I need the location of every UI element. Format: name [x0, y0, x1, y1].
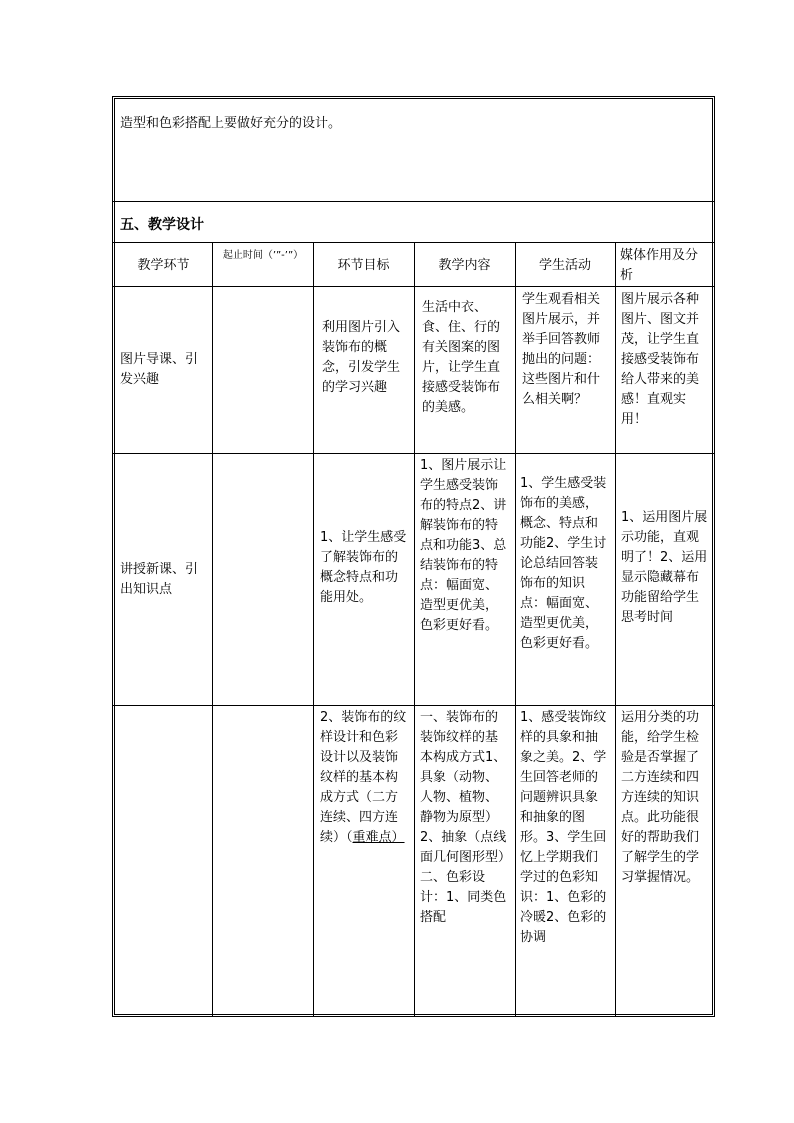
row2-student: 1、学生感受装饰布的美感，概念、特点和功能2、学生讨论总结回答装饰布的知识点：幅面宽、造型更优美，色彩更好看。	[520, 476, 607, 651]
row3-goal-key: 重难点）	[352, 830, 405, 845]
row3-goal-text: 2、装饰布的纹样设计和色彩设计以及装饰纹样的基本构成方式（二方连续、四方连续）（	[320, 710, 407, 845]
column-divider	[414, 242, 415, 1016]
row1-stage: 图片导课、引发兴趣	[120, 352, 199, 387]
row3-media: 运用分类的功能，给学生检验是否掌握了二方连续和四方连续的知识点。此功能很好的帮助我们了解学生的学习掌握情况。	[621, 710, 700, 885]
header-time: 起止时间（’”-’”）	[222, 250, 304, 261]
header-media: 媒体作用及分析	[620, 248, 699, 283]
row1-content: 生活中衣、食、住、行的有关图案的图片，让学生直接感受装饰布的美感。	[422, 300, 501, 415]
header-stage: 教学环节	[137, 258, 190, 273]
row3-goal	[320, 708, 408, 848]
row3-student: 1、感受装饰纹样的具象和抽象之美。2、学生回答老师的问题辨识具象和抽象的图形。3、学生回忆上学期我们学过的色彩知识：1、色彩的冷暖2、色彩的协调	[520, 710, 607, 945]
row3-content: 一、装饰布的装饰纹样的基本构成方式1、具象（动物、人物、植物、静物为原型）2、抽象（点线面几何图形型）二、色彩设计：1、同类色搭配	[420, 710, 507, 925]
column-divider	[515, 242, 516, 1016]
header-content: 教学内容	[438, 258, 491, 273]
section-title: 五、教学设计	[120, 217, 204, 233]
row2-stage: 讲授新课、引出知识点	[120, 562, 199, 597]
divider	[113, 201, 714, 202]
header-goal: 环节目标	[337, 258, 390, 273]
column-divider	[212, 242, 213, 1016]
column-divider	[615, 242, 616, 1016]
row2-goal: 1、让学生感受了解装饰布的概念特点和功能用处。	[320, 530, 407, 605]
intro-text: 造型和色彩搭配上要做好充分的设计。	[120, 116, 342, 131]
row1-student: 学生观看相关图片展示，并举手回答教师抛出的问题：这些图片和什么相关啊？	[522, 292, 601, 407]
column-divider	[313, 242, 314, 1016]
row1-media: 图片展示各种图片、图文并茂，让学生直接感受装饰布给人带来的美感！直观实用！	[621, 292, 700, 427]
header-student: 学生活动	[538, 258, 591, 273]
row1-goal: 利用图片引入装饰布的概念，引发学生的学习兴趣	[322, 320, 401, 395]
row2-content: 1、图片展示让学生感受装饰布的特点2、讲解装饰布的特点和功能3、总结装饰布的特点：幅面宽、造型更优美，色彩更好看。	[420, 458, 507, 633]
row2-media: 1、运用图片展示功能，直观明了！2、运用显示隐藏幕布功能留给学生思考时间	[621, 510, 708, 625]
